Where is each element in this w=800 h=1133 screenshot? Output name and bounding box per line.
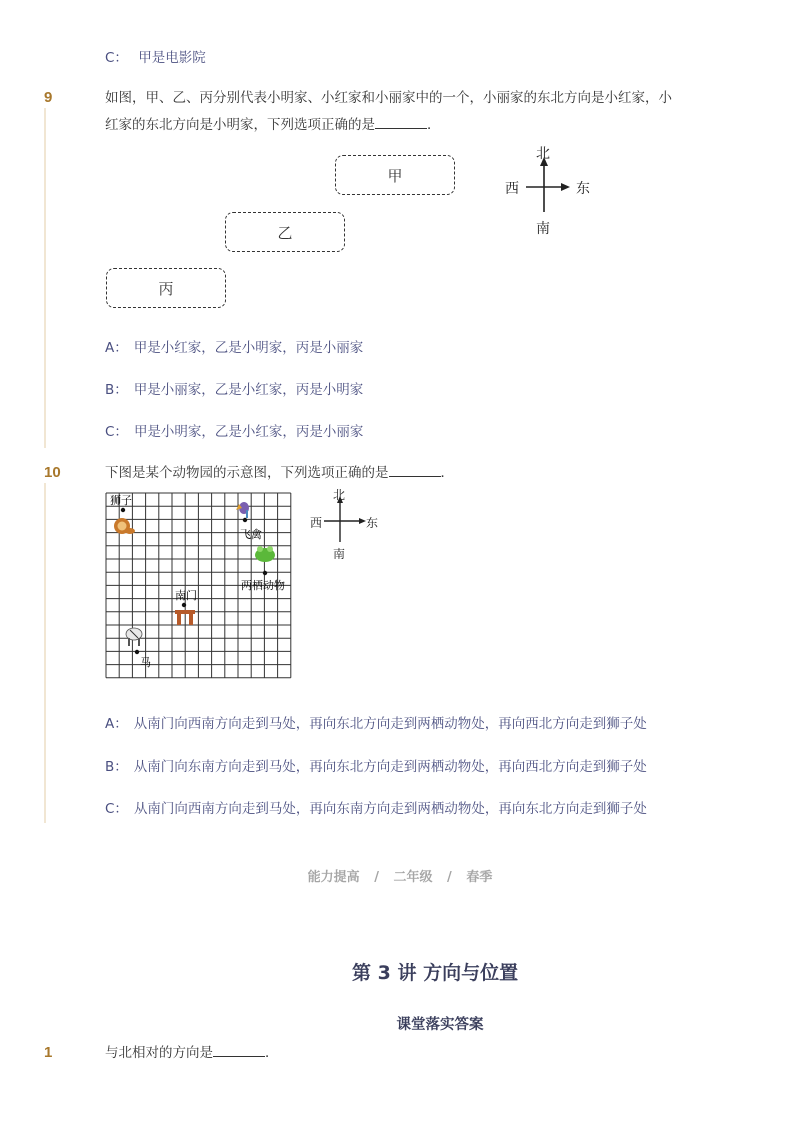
box-label: 乙 (277, 223, 293, 242)
question-line (105, 112, 745, 139)
compass-north-label: 北 (536, 146, 550, 162)
gate-point (182, 603, 186, 607)
footer-course: 能力提高 (307, 870, 360, 885)
option-text: 甲是电影院 (138, 50, 206, 66)
question-period: ． (265, 1045, 279, 1061)
option-label: B： (105, 382, 128, 398)
footer-separator: / (447, 870, 452, 885)
option-text: 从南门向西南方向走到马处，再向东北方向走到两栖动物处，再向西北方向走到狮子处 (133, 716, 647, 732)
previous-option-c (105, 46, 206, 66)
bird-label: 飞禽 (240, 528, 262, 541)
option-label: C： (105, 424, 128, 440)
question-text: 下图是某个动物园的示意图，下列选项正确的是 (105, 465, 389, 481)
compass-icon (320, 488, 390, 558)
amphibian-point (263, 571, 267, 575)
option-label: C： (105, 50, 128, 66)
box-bing (106, 268, 226, 308)
section-title: 课堂落实答案 (396, 1017, 484, 1033)
compass-east-label: 东 (366, 516, 379, 530)
page-footer (0, 866, 800, 885)
answer-blank (375, 114, 427, 129)
zoo-map (100, 488, 310, 693)
question-10-rule (44, 483, 46, 823)
horse-label: 马 (140, 656, 151, 669)
question-line: 如图，甲、乙、丙分别代表小明家、小红家和小丽家中的一个，小丽家的东北方向是小红家，小 (105, 90, 672, 106)
option-text: 甲是小红家，乙是小明家，丙是小丽家 (133, 340, 364, 356)
lion-icon (114, 518, 135, 534)
option-c[interactable] (105, 797, 647, 817)
option-text: 甲是小丽家，乙是小红家，丙是小明家 (133, 382, 364, 398)
question-number: 10 (44, 464, 61, 481)
question-period: ． (440, 465, 454, 481)
option-a[interactable] (105, 336, 363, 356)
question-10-text (105, 460, 454, 487)
question-number: 9 (44, 89, 53, 106)
option-text: 从南门向西南方向走到马处，再向东南方向走到两栖动物处，再向东北方向走到狮子处 (133, 801, 647, 817)
question-number: 1 (44, 1044, 53, 1061)
option-label: C： (105, 801, 128, 817)
lion-point (121, 508, 125, 512)
question-text: 与北相对的方向是 (105, 1045, 213, 1061)
answer-blank (389, 462, 441, 477)
option-b[interactable] (105, 755, 647, 775)
lion-label: 狮子 (110, 494, 132, 507)
horse-icon (126, 628, 142, 646)
footer-grade: 二年级 (393, 870, 433, 885)
amphibian-label: 两栖动物 (241, 579, 285, 592)
question-1-text (105, 1040, 279, 1067)
frog-icon (255, 546, 275, 562)
option-text: 从南门向东南方向走到马处，再向东北方向走到两栖动物处，再向西北方向走到狮子处 (133, 759, 647, 775)
question-9-rule (44, 108, 46, 448)
footer-separator: / (374, 870, 379, 885)
bird-point (243, 518, 247, 522)
compass-south-label: 南 (536, 221, 550, 237)
option-text: 甲是小明家，乙是小红家，丙是小丽家 (133, 424, 364, 440)
compass-west-label: 西 (310, 516, 323, 530)
option-label: A： (105, 340, 128, 356)
box-label: 甲 (387, 166, 403, 185)
horse-point (135, 650, 139, 654)
option-label: A： (105, 716, 128, 732)
compass-south-label: 南 (333, 547, 346, 561)
box-yi (225, 212, 345, 252)
option-c[interactable] (105, 420, 363, 440)
box-jia (335, 155, 455, 195)
answer-blank (213, 1042, 265, 1057)
compass-north-label: 北 (333, 488, 346, 502)
question-9-text (105, 85, 745, 139)
box-label: 丙 (158, 279, 174, 298)
option-a[interactable] (105, 712, 647, 732)
compass-west-label: 西 (505, 181, 519, 197)
question-text: 红家的东北方向是小明家，下列选项正确的是 (105, 117, 375, 133)
gate-label: 南门 (175, 589, 197, 602)
option-b[interactable] (105, 378, 363, 398)
footer-term: 春季 (466, 870, 493, 885)
compass-east-label: 东 (576, 181, 590, 197)
option-label: B： (105, 759, 128, 775)
question-period: ． (427, 117, 441, 133)
lecture-title: 第 3 讲 方向与位置 (352, 962, 519, 984)
